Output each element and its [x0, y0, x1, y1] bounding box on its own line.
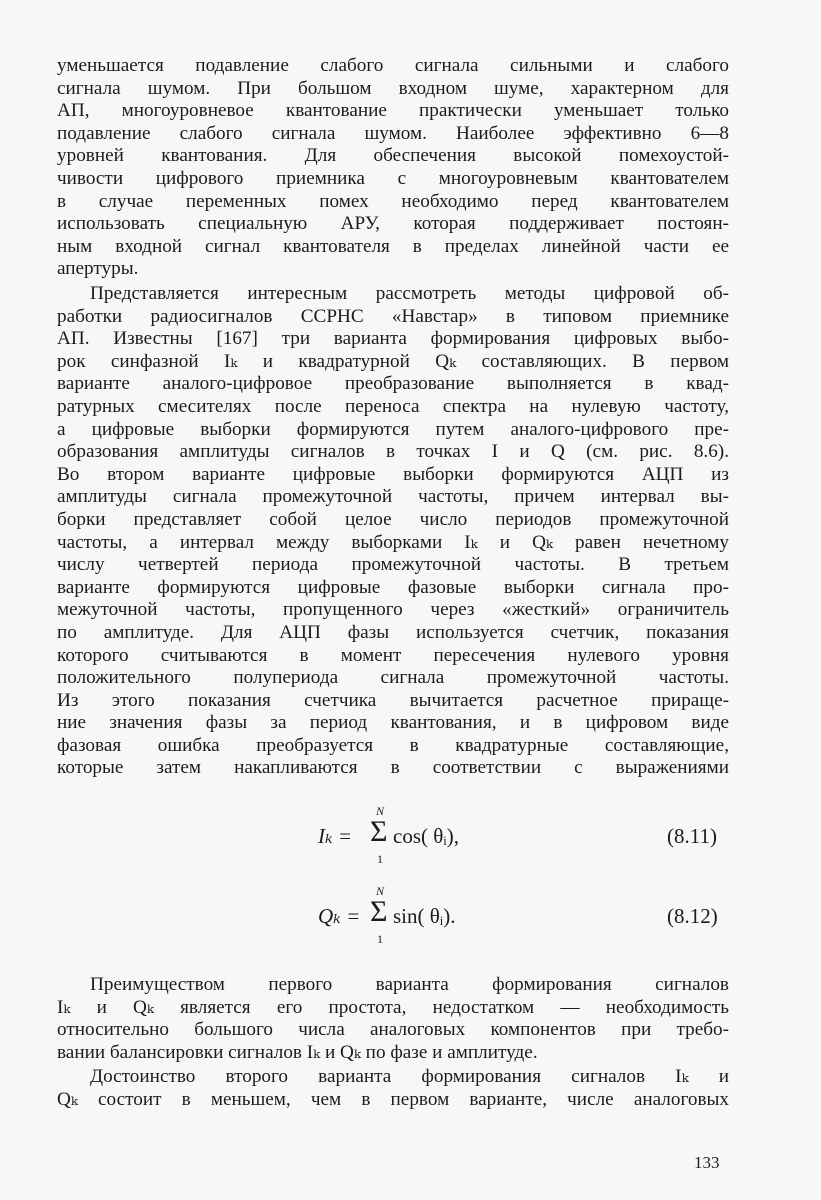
text-line: чивости цифрового приемника с многоуровневым квантователем — [57, 167, 729, 189]
text-line: подавление слабого сигнала шумом. Наиболее эффективно 6—8 — [57, 122, 729, 144]
paragraph-2 — [57, 283, 729, 780]
text-line: уменьшается подавление слабого сигнала сильными и слабого — [57, 55, 729, 76]
text-line: амплитуды сигнала промежуточной частоты, причем интервал вы- — [57, 486, 729, 508]
equation-lhs: Qₖ = — [318, 904, 361, 928]
paragraph-4 — [57, 1066, 729, 1111]
text-line: АП, многоуровневое квантование практически уменьшает только — [57, 100, 729, 122]
text-line: работки радиосигналов ССРНС «Навстар» в типовом приемнике — [57, 305, 729, 327]
text-line: положительного полупериода сигнала промежуточной частоты. — [57, 667, 729, 689]
equation-lhs: Iₖ = — [318, 824, 353, 848]
paragraph-3 — [57, 974, 729, 1064]
equation-number: (8.11) — [667, 824, 717, 848]
text-line: образования амплитуды сигналов в точках I и Q (см. рис. 8.6). — [57, 441, 729, 463]
equation-8-12 — [0, 882, 821, 962]
text-line: варианте аналого-цифровое преобразование выполняется в квад- — [57, 373, 729, 395]
text-line: Достоинство второго варианта формирования сигналов Iₖ и — [90, 1066, 729, 1087]
text-line: ние значения фазы за период квантования, и в цифровом виде — [57, 712, 729, 734]
page-number: 133 — [694, 1153, 720, 1172]
text-line: в случае переменных помех необходимо перед квантователем — [57, 190, 729, 212]
text-line: частоты, а интервал между выборками Iₖ и Qₖ равен нечетному — [57, 531, 729, 553]
paragraph-1 — [57, 55, 729, 281]
text-line: использовать специальную АРУ, которая поддерживает постоян- — [57, 213, 729, 235]
text-line: апертуры. — [57, 258, 139, 280]
text-line: ратурных смесителях после переноса спектра на нулевую частоту, — [57, 395, 729, 417]
text-line: фазовая ошибка преобразуется в квадратурные составляющие, — [57, 734, 729, 756]
text-line: которого считываются в момент пересечения нулевого уровня — [57, 644, 729, 666]
equation-number: (8.12) — [667, 904, 718, 928]
text-line: ным входной сигнал квантователя в пределах линейной части ее — [57, 235, 729, 257]
text-line: Qₖ состоит в меньшем, чем в первом варианте, числе аналоговых — [57, 1088, 729, 1110]
text-line: АП. Известны [167] три варианта формирования цифровых выбо- — [57, 328, 729, 350]
text-line: рок синфазной Iₖ и квадратурной Qₖ составляющих. В первом — [57, 350, 729, 372]
text-line: Представляется интересным рассмотреть методы цифровой об- — [90, 283, 729, 304]
text-line: относительно большого числа аналоговых компонентов при требо- — [57, 1019, 729, 1041]
text-line: межуточной частоты, пропущенного через «жесткий» ограничитель — [57, 599, 729, 621]
sum-upper-limit: N — [376, 884, 385, 898]
text-line: Преимуществом первого варианта формирования сигналов — [90, 974, 729, 995]
text-line: которые затем накапливаются в соответствии с выражениями — [57, 757, 729, 779]
sum-lower-limit: 1 — [377, 932, 383, 946]
text-line: уровней квантования. Для обеспечения высокой помехоустой- — [57, 145, 729, 167]
text-line: по амплитуде. Для АЦП фазы используется счетчик, показания — [57, 621, 729, 643]
equation-8-11 — [0, 802, 821, 882]
text-line: Iₖ и Qₖ является его простота, недостатком — необходимость — [57, 996, 729, 1018]
text-line: сигнала шумом. При большом входном шуме, характерном для — [57, 77, 729, 99]
text-line: вании балансировки сигналов Iₖ и Qₖ по фазе и амплитуде. — [57, 1041, 538, 1063]
text-line: борки представляет собой целое число периодов промежуточной — [57, 508, 729, 530]
text-line: Во втором варианте цифровые выборки формируются АЦП из — [57, 463, 729, 485]
text-line: варианте формируются цифровые фазовые выборки сигнала про- — [57, 576, 729, 598]
equation-function: sin( θᵢ). — [393, 904, 456, 928]
text-line: а цифровые выборки формируются путем аналого-цифрового пре- — [57, 418, 729, 440]
sum-lower-limit: 1 — [377, 852, 383, 866]
sum-symbol: Σ — [370, 815, 388, 848]
text-line: числу четвертей периода промежуточной частоты. В третьем — [57, 554, 729, 576]
text-line: Из этого показания счетчика вычитается расчетное прираще- — [57, 689, 729, 711]
equation-function: cos( θᵢ), — [393, 824, 459, 848]
sum-symbol: Σ — [370, 895, 388, 928]
sum-upper-limit: N — [376, 804, 385, 818]
